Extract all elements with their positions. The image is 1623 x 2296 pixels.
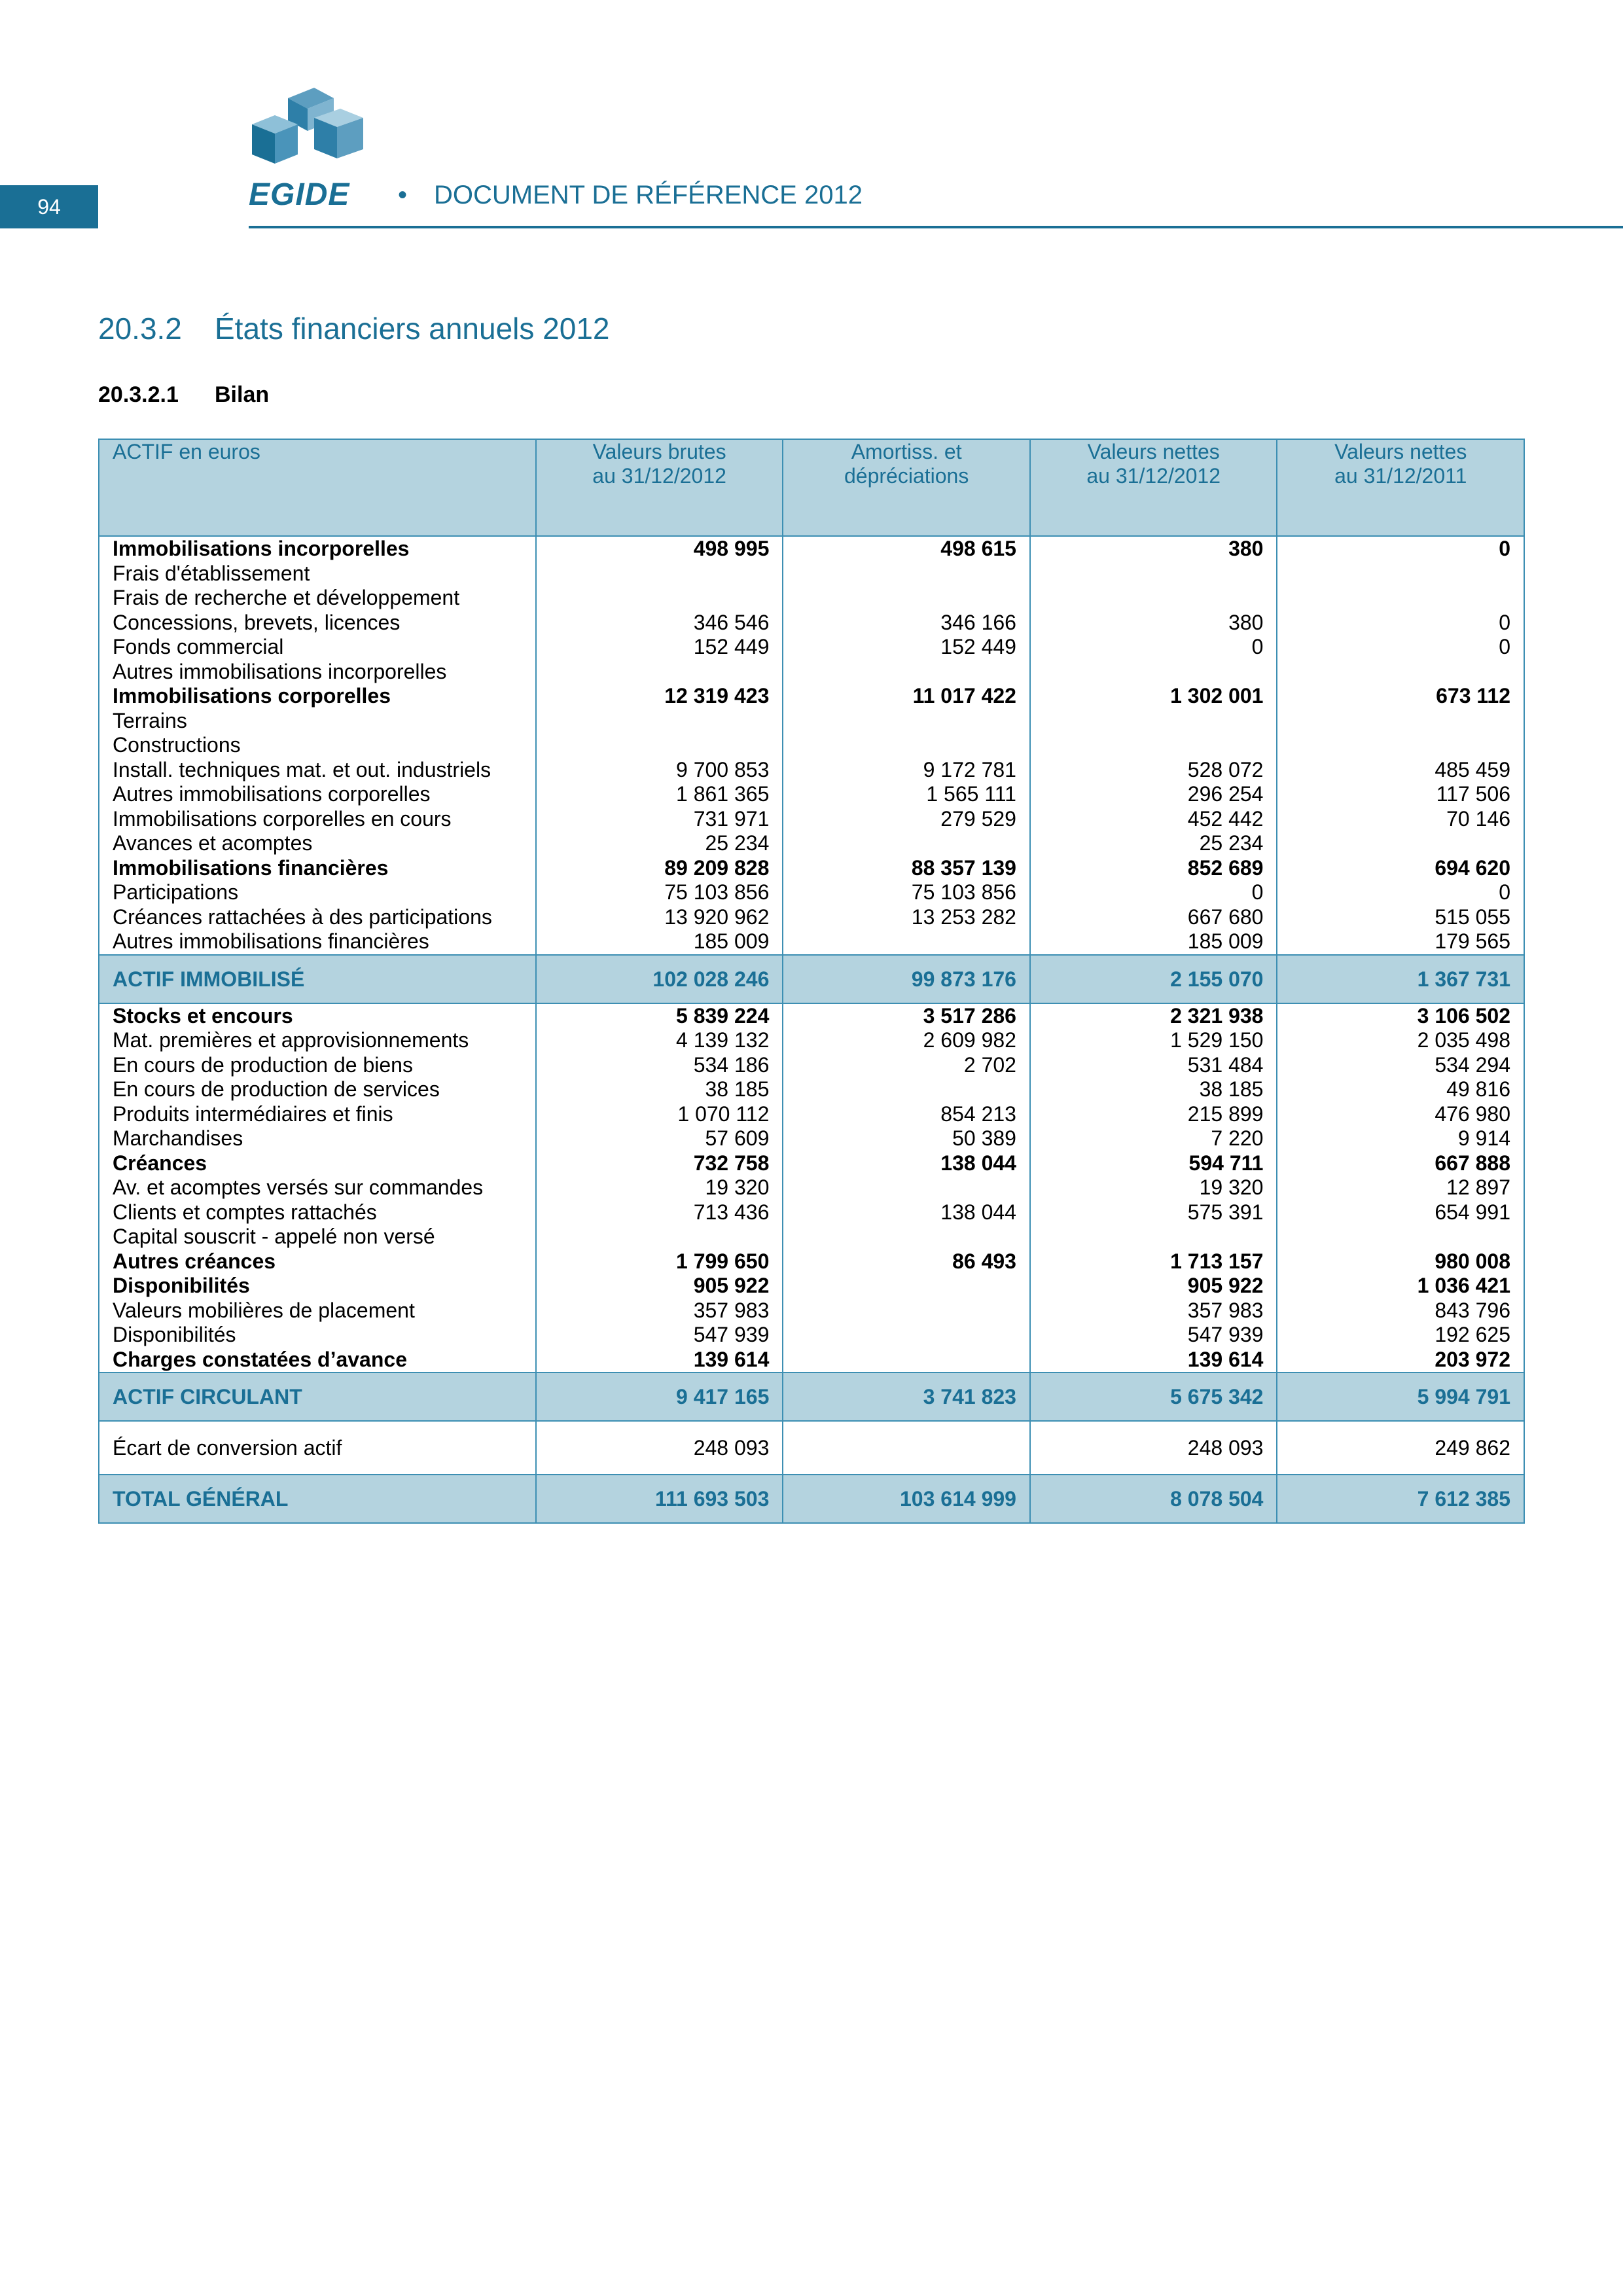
cell-value: 102 028 246 (536, 955, 783, 1003)
document-title: DOCUMENT DE RÉFÉRENCE 2012 (434, 181, 863, 209)
cell-value (1291, 660, 1510, 685)
cell-value: 3 106 502 (1417, 1003, 1510, 1028)
row-label: Autres immobilisations corporelles (113, 782, 431, 806)
cell-value: 50 389 (952, 1126, 1016, 1150)
cell-value: 667 680 (1187, 905, 1264, 929)
cell-value: 117 506 (1436, 782, 1510, 806)
cell-value (1044, 709, 1264, 734)
row-label: Autres créances (113, 1249, 276, 1273)
cell-value: 534 186 (693, 1052, 770, 1077)
cell-value: 534 294 (1435, 1052, 1510, 1077)
cell-value: 2 035 498 (1417, 1028, 1510, 1052)
cell-value: 139 614 (693, 1347, 770, 1371)
cell-value: 203 972 (1435, 1347, 1510, 1371)
cell-value: 152 449 (940, 635, 1016, 658)
cell-value: 139 614 (1187, 1347, 1264, 1371)
cell-value: 1 367 731 (1277, 955, 1524, 1003)
cell-value: 248 093 (536, 1421, 783, 1475)
row-labels (99, 1003, 536, 1373)
column-header-line: ACTIF en euros (113, 440, 260, 463)
cell-value: 185 009 (693, 929, 770, 953)
cell-value (550, 562, 770, 586)
cell-value: 185 009 (1187, 929, 1264, 953)
cell-value: 88 357 139 (911, 855, 1016, 880)
cell-value (1044, 733, 1264, 758)
cell-value (796, 1175, 1016, 1200)
cell-value: 215 899 (1187, 1102, 1264, 1126)
section-heading (98, 311, 610, 346)
cell-value: 0 (1499, 880, 1510, 904)
column-header (783, 439, 1030, 536)
cell-value (550, 709, 770, 734)
cell-value: 9 172 781 (923, 757, 1016, 781)
egide-logo-icon (249, 85, 373, 177)
cell-value: 38 185 (705, 1077, 770, 1101)
column-header (1030, 439, 1277, 536)
row-label: Frais d'établissement (113, 561, 310, 585)
cell-value: 152 449 (693, 635, 770, 658)
cell-value: 594 711 (1188, 1151, 1264, 1175)
cell-value: 357 983 (693, 1298, 770, 1322)
row-label: Frais de recherche et développement (113, 586, 460, 609)
row-label: Constructions (113, 733, 241, 757)
cell-value: 515 055 (1435, 905, 1510, 929)
cell-value: 547 939 (1187, 1323, 1264, 1346)
row-label: Participations (113, 880, 239, 904)
ecart-conversion-row (99, 1421, 1524, 1475)
column-header-line: au 31/12/2012 (1086, 464, 1221, 488)
cell-value: 1 529 150 (1170, 1028, 1264, 1052)
value-column (783, 1003, 1030, 1373)
cell-value: 905 922 (693, 1274, 770, 1297)
cell-value (1291, 586, 1510, 611)
cell-value: 1 861 365 (676, 782, 770, 806)
cell-value: 19 320 (1199, 1175, 1264, 1199)
cell-value: 25 234 (1199, 831, 1264, 855)
cell-value: 11 017 422 (912, 684, 1016, 708)
cell-value: 476 980 (1435, 1102, 1510, 1126)
value-column (1030, 536, 1277, 955)
cell-value (783, 1421, 1030, 1475)
cell-value: 2 702 (963, 1052, 1016, 1077)
cell-value: 99 873 176 (783, 955, 1030, 1003)
cell-value: 86 493 (952, 1249, 1016, 1273)
cell-value: 498 615 (940, 537, 1016, 560)
cell-value: 575 391 (1187, 1200, 1264, 1224)
cell-value: 843 796 (1435, 1298, 1510, 1322)
cell-value: 0 (1251, 880, 1264, 904)
cell-value: 0 (1499, 610, 1510, 634)
cell-value: 380 (1228, 537, 1264, 560)
cell-value: 249 862 (1277, 1421, 1524, 1475)
cell-value (796, 1323, 1016, 1348)
row-label: Concessions, brevets, licences (113, 610, 401, 634)
logo-wordmark: EGIDE (249, 177, 350, 212)
row-label: Disponibilités (113, 1274, 250, 1297)
cell-value: 89 209 828 (664, 855, 770, 880)
cell-value: 248 093 (1030, 1421, 1277, 1475)
cell-value: 1 713 157 (1170, 1249, 1264, 1273)
row-label: En cours de production de services (113, 1077, 440, 1101)
row-label: Charges constatées d’avance (113, 1347, 407, 1371)
row-label: Valeurs mobilières de placement (113, 1298, 415, 1322)
cell-value: 528 072 (1187, 757, 1264, 781)
cell-value (1044, 586, 1264, 611)
cell-value: 19 320 (705, 1175, 770, 1199)
row-label: Immobilisations corporelles (113, 684, 391, 708)
cell-value: 111 693 503 (536, 1475, 783, 1523)
cell-value (1291, 709, 1510, 734)
row-label: Produits intermédiaires et finis (113, 1102, 393, 1126)
cell-value: 1 070 112 (677, 1102, 770, 1126)
subsection-title: Bilan (215, 382, 270, 407)
row-label: Marchandises (113, 1126, 243, 1150)
row-label: ACTIF IMMOBILISÉ (99, 955, 536, 1003)
cell-value: 980 008 (1435, 1249, 1510, 1273)
cell-value: 731 971 (693, 806, 770, 831)
row-label: Écart de conversion actif (99, 1421, 536, 1475)
column-header-line: Amortiss. et (851, 440, 962, 463)
page-number: 94 (0, 185, 98, 228)
value-column (1277, 536, 1524, 955)
cell-value: 380 (1228, 610, 1264, 634)
cell-value: 852 689 (1187, 855, 1264, 880)
row-label: Av. et acomptes versés sur commandes (113, 1175, 484, 1199)
column-header-line: dépréciations (844, 464, 969, 488)
row-label: ACTIF CIRCULANT (99, 1372, 536, 1421)
cell-value (1291, 562, 1510, 586)
cell-value: 38 185 (1199, 1077, 1264, 1101)
row-label: Terrains (113, 708, 187, 732)
cell-value: 13 253 282 (911, 905, 1016, 929)
cell-value: 732 758 (693, 1151, 770, 1175)
column-header-line: au 31/12/2011 (1334, 464, 1467, 488)
cell-value (1044, 1225, 1264, 1249)
actif-circulant-total-row (99, 1372, 1524, 1421)
cell-value: 3 517 286 (923, 1003, 1016, 1028)
value-column (536, 1003, 783, 1373)
row-label: Stocks et encours (113, 1003, 293, 1028)
cell-value: 0 (1251, 635, 1264, 658)
cell-value: 25 234 (705, 831, 770, 855)
row-label: Install. techniques mat. et out. industriels (113, 757, 491, 781)
cell-value: 485 459 (1435, 757, 1510, 781)
column-header-line: Valeurs nettes (1334, 440, 1467, 463)
cell-value: 12 897 (1446, 1175, 1510, 1199)
row-label: Capital souscrit - appelé non versé (113, 1225, 435, 1248)
cell-value: 854 213 (940, 1102, 1016, 1126)
row-label: Fonds commercial (113, 635, 284, 658)
column-header (536, 439, 783, 536)
cell-value: 5 675 342 (1030, 1372, 1277, 1421)
row-label: Immobilisations financières (113, 855, 389, 880)
value-column (783, 536, 1030, 955)
cell-value: 75 103 856 (911, 880, 1016, 904)
cell-value: 103 614 999 (783, 1475, 1030, 1523)
cell-value: 9 700 853 (676, 757, 770, 781)
cell-value: 2 609 982 (923, 1028, 1016, 1052)
cell-value (796, 709, 1016, 734)
cell-value (796, 929, 1016, 954)
cell-value: 49 816 (1446, 1077, 1510, 1101)
cell-value: 498 995 (693, 537, 770, 560)
cell-value: 905 922 (1187, 1274, 1264, 1297)
subsection-heading (98, 382, 269, 408)
cell-value: 75 103 856 (664, 880, 770, 904)
cell-value: 1 799 650 (676, 1249, 770, 1273)
cell-value (1044, 660, 1264, 685)
header-divider (249, 226, 1623, 228)
cell-value: 0 (1499, 537, 1510, 560)
cell-value: 279 529 (940, 806, 1016, 831)
header-bullet: • (398, 181, 408, 209)
cell-value: 346 546 (693, 610, 770, 634)
cell-value (796, 1348, 1016, 1372)
cell-value: 179 565 (1435, 929, 1510, 953)
cell-value (550, 660, 770, 685)
cell-value: 0 (1499, 635, 1510, 658)
cell-value: 70 146 (1446, 806, 1510, 831)
row-label: TOTAL GÉNÉRAL (99, 1475, 536, 1523)
cell-value: 1 565 111 (926, 782, 1016, 806)
cell-value (796, 1299, 1016, 1323)
table-header-row (99, 439, 1524, 536)
bilan-table (98, 439, 1525, 1524)
cell-value: 8 078 504 (1030, 1475, 1277, 1523)
cell-value: 7 220 (1211, 1126, 1264, 1150)
cell-value: 357 983 (1187, 1298, 1264, 1322)
cell-value (796, 831, 1016, 856)
cell-value: 7 612 385 (1277, 1475, 1524, 1523)
cell-value: 713 436 (693, 1200, 770, 1224)
section-number: 20.3.2 (98, 312, 182, 346)
cell-value: 138 044 (940, 1151, 1016, 1175)
row-label: Autres immobilisations incorporelles (113, 659, 447, 683)
cell-value: 192 625 (1435, 1323, 1510, 1346)
row-label: Créances rattachées à des participations (113, 905, 492, 929)
cell-value: 452 442 (1187, 806, 1264, 831)
row-label: Créances (113, 1151, 207, 1175)
row-label: Clients et comptes rattachés (113, 1200, 377, 1224)
cell-value: 13 920 962 (664, 905, 770, 929)
cell-value (796, 586, 1016, 611)
cell-value (796, 1077, 1016, 1102)
cell-value: 346 166 (940, 610, 1016, 634)
row-label: Mat. premières et approvisionnements (113, 1028, 469, 1052)
cell-value: 5 839 224 (676, 1003, 770, 1028)
cell-value: 654 991 (1435, 1200, 1510, 1224)
cell-value (550, 733, 770, 758)
cell-value: 9 417 165 (536, 1372, 783, 1421)
cell-value (1291, 1225, 1510, 1249)
cell-value: 138 044 (940, 1200, 1016, 1224)
row-label: Immobilisations corporelles en cours (113, 806, 452, 831)
cell-value: 2 321 938 (1170, 1003, 1264, 1028)
cell-value: 2 155 070 (1030, 955, 1277, 1003)
section-title: États financiers annuels 2012 (215, 312, 610, 346)
cell-value: 667 888 (1435, 1151, 1510, 1175)
row-label: Immobilisations incorporelles (113, 537, 410, 560)
cell-value: 4 139 132 (676, 1028, 770, 1052)
row-label: Avances et acomptes (113, 831, 313, 855)
cell-value (1291, 831, 1510, 856)
cell-value (796, 1274, 1016, 1299)
cell-value (796, 562, 1016, 586)
value-column (1277, 1003, 1524, 1373)
cell-value (1291, 733, 1510, 758)
cell-value: 1 036 421 (1417, 1274, 1510, 1297)
cell-value: 296 254 (1187, 782, 1264, 806)
actif-immobilise-total-row (99, 955, 1524, 1003)
value-column (536, 536, 783, 955)
column-header (1277, 439, 1524, 536)
actif-circulant-detail (99, 1003, 1524, 1373)
cell-value: 531 484 (1187, 1052, 1264, 1077)
cell-value (1044, 562, 1264, 586)
column-header-line: Valeurs nettes (1087, 440, 1220, 463)
cell-value: 1 302 001 (1170, 684, 1264, 708)
column-header-line: au 31/12/2012 (592, 464, 726, 488)
cell-value: 3 741 823 (783, 1372, 1030, 1421)
column-header (99, 439, 536, 536)
value-column (1030, 1003, 1277, 1373)
cell-value (796, 1225, 1016, 1249)
total-general-row (99, 1475, 1524, 1523)
row-label: Disponibilités (113, 1323, 236, 1346)
subsection-number: 20.3.2.1 (98, 382, 179, 407)
cell-value: 547 939 (693, 1323, 770, 1346)
cell-value: 673 112 (1436, 684, 1510, 708)
cell-value: 5 994 791 (1277, 1372, 1524, 1421)
row-label: Autres immobilisations financières (113, 929, 429, 953)
cell-value: 9 914 (1457, 1126, 1510, 1150)
cell-value: 57 609 (705, 1126, 770, 1150)
row-labels (99, 536, 536, 955)
column-header-line: Valeurs brutes (592, 440, 726, 463)
cell-value (796, 660, 1016, 685)
cell-value (550, 586, 770, 611)
cell-value: 12 319 423 (664, 684, 770, 708)
actif-immobilise-detail (99, 536, 1524, 955)
cell-value (796, 733, 1016, 758)
cell-value: 694 620 (1435, 855, 1510, 880)
row-label: En cours de production de biens (113, 1052, 413, 1077)
cell-value (550, 1225, 770, 1249)
